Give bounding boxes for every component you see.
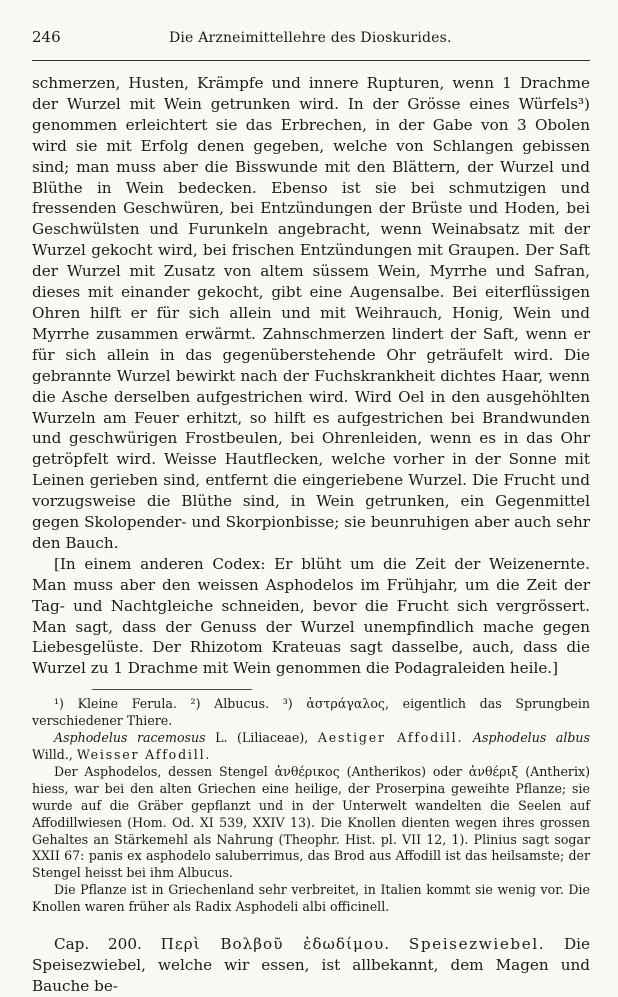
note-paragraph: Der Asphodelos, dessen Stengel ἀνθέρικος (Antherikos) oder ἀνθέριξ (Antherix) hiess, war bei den alten Griechen eine heilige, der Proserpina geweihte Pflanze; sie wurde auf die Gräber gepflanzt und in der Unterwelt wandelten die Seelen auf Affodillwiesen (Hom. Od. XI 539, XXIV 13). Die Knollen dienten wegen ihres grossen Gehaltes an Stärkemehl als Nahrung (Theophr. Hist. pl. VII 12, 1). Plinius sagt sogar XXII 67: panis ex asphodelo saluberrimus, das Brod aus Affodill ist das heilsamste; der Stengel heisst bei ihm Albucus. <box>32 763 590 881</box>
running-head <box>32 28 590 61</box>
footnotes: ¹) Kleine Ferula. ²) Albucus. ³) ἀστράγαλος, eigentlich das Sprungbein verschiedener Thiere. <box>32 696 590 729</box>
species-name: Asphodelus racemosus <box>54 730 206 746</box>
chapter-text: Die Speisezwiebel, welche wir essen, ist allbekannt, dem Magen und Bauche be- <box>32 935 591 996</box>
main-text <box>32 73 590 679</box>
species-authority: Willd., <box>32 747 73 762</box>
species-line <box>32 730 590 764</box>
chapter-number: Cap. 200. <box>54 935 142 954</box>
footnote-rule <box>92 689 252 690</box>
chapter-greek-title: Περὶ Βολβοῦ ἐδωδίμου. <box>160 935 391 954</box>
note-paragraph: Die Pflanze ist in Griechenland sehr verbreitet, in Italien kommt sie wenig vor. Die Knollen waren früher als Radix Asphodeli albi officinell. <box>32 882 590 915</box>
chapter-paragraph <box>32 934 590 997</box>
chapter-title: Speisezwiebel. <box>408 935 546 954</box>
species-authority: L. (Liliaceae), <box>215 730 309 746</box>
notes-section <box>32 696 590 916</box>
page-number: 246 <box>32 28 61 46</box>
species-name: Asphodelus albus <box>472 730 590 746</box>
chapter-start <box>32 934 590 997</box>
body-paragraph: schmerzen, Husten, Krämpfe und innere Rupturen, wenn 1 Drachme der Wurzel mit Wein getrunken wird. In der Grösse eines Würfels³) genommen erleichtert sie das Erbrechen, in der Gabe von 3 Obolen wird sie mit Erfolg denen gegeben, welche von Schlangen gebissen sind; man muss aber die Bisswunde mit den Blättern, der Wurzel und Blüthe in Wein bedecken. Ebenso ist sie bei schmutzigen und fressenden Geschwüren, bei Entzündungen der Brüste und Hoden, bei Geschwülsten und Furunkeln angebracht, wenn Weinabsatz mit der Wurzel gekocht wird, bei frischen Entzündungen mit Graupen. Der Saft der Wurzel mit Zusatz von altem süssem Wein, Myrrhe und Safran, dieses mit einander gekocht, gibt eine Augensalbe. Bei eiterflüssigen Ohren hilft er für sich allein und mit Weihrauch, Honig, Wein und Myrrhe zusammen erwärmt. Zahnschmerzen lindert der Saft, wenn er für sich allein in das gegenüberstehende Ohr geträufelt wird. Die gebrannte Wurzel bewirkt nach der Fuchskrankheit dichtes Haar, wenn die Asche derselben aufgestrichen wird. Wird Oel in den ausgehöhlten Wurzeln am Feuer erhitzt, so hilft es aufgestrichen bei Brandwunden und geschwürigen Frostbeulen, bei Ohrenleiden, wenn es in das Ohr getröpfelt wird. Weisse Hautflecken, welche vorher in der Sonne mit Leinen gerieben sind, entfernt die eingeriebene Wurzel. Die Frucht und vorzugsweise die Blüthe sind, in Wein getrunken, ein Gegenmittel gegen Skolopender- und Skorpionbisse; sie beunruhigen aber auch sehr den Bauch. <box>32 74 590 552</box>
species-common-name: Aestiger Affodill. <box>317 730 464 746</box>
species-common-name: Weisser Affodill. <box>76 747 212 762</box>
running-title: Die Arzneimittellehre des Dioskurides. <box>168 30 452 46</box>
body-paragraph: [In einem anderen Codex: Er blüht um die Zeit der Weizenernte. Man muss aber den weissen Asphodelos im Frühjahr, um die Zeit der Tag- und Nachtgleiche schneiden, bevor die Frucht sich vergrössert. Man sagt, dass der Genuss der Wurzel unempfindlich mache gegen Liebesgelüste. Der Rhizotom Krateuas sagt dasselbe, auch, dass die Wurzel zu 1 Drachme mit Wein genommen die Podagraleiden heile.] <box>32 554 590 678</box>
